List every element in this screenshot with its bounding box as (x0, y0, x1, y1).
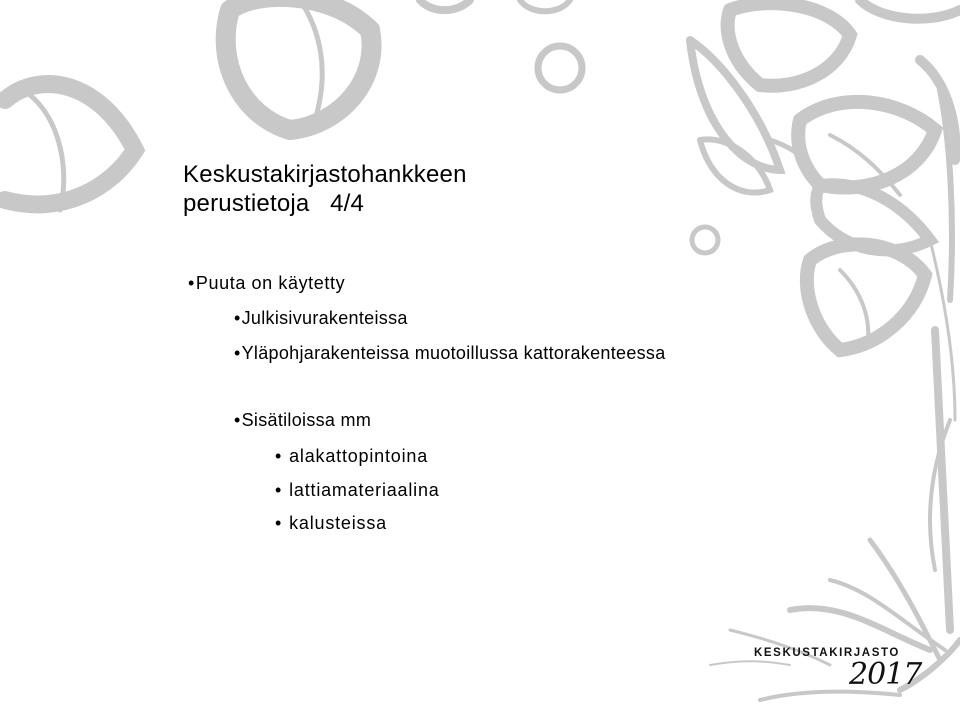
list-item-text: Sisätiloissa mm (241, 410, 372, 430)
slide-title (183, 160, 467, 218)
circle-shape (692, 227, 718, 253)
leaf-shape (840, 270, 868, 340)
bullet-icon: • (188, 273, 195, 293)
bullet-icon: • (234, 308, 241, 328)
leaf-shape (420, 0, 470, 10)
list-item (234, 409, 371, 431)
logo-name: KESKUSTAKIRJASTO (754, 647, 900, 659)
bullet-icon: • (275, 513, 283, 533)
bullet-icon: • (275, 446, 283, 466)
list-item-text: Puuta on käytetty (195, 273, 346, 293)
leaf-shape (798, 102, 935, 188)
circle-shape (538, 46, 582, 90)
leaf-shape (700, 139, 770, 192)
bullet-icon: • (234, 343, 241, 363)
list-item (275, 479, 440, 501)
leaf-shape (807, 244, 925, 350)
title-line-1: Keskustakirjastohankkeen (183, 161, 467, 188)
leaf-shape (226, 0, 372, 130)
grass-shape (790, 608, 930, 650)
leaf-shape (5, 84, 135, 204)
list-item-text: alakattopintoina (289, 446, 429, 466)
list-item (275, 512, 387, 534)
leaf-shape (860, 0, 960, 19)
list-item (234, 307, 408, 329)
list-item-text: Yläpohjarakenteissa muotoillussa kattorakenteessa (241, 343, 666, 363)
title-line-2: perustietoja 4/4 (183, 190, 365, 217)
leaf-shape (300, 0, 322, 120)
list-item (188, 272, 345, 294)
bullet-icon: • (275, 480, 283, 500)
stem-shape (935, 330, 950, 630)
bullet-icon: • (234, 410, 241, 430)
leaf-shape (30, 95, 64, 210)
leaf-shape (520, 0, 570, 11)
list-item-text: lattiamateriaalina (289, 480, 440, 500)
logo-year: 2017 (849, 657, 922, 692)
leaf-shape (728, 3, 850, 86)
list-item-text: Julkisivurakenteissa (241, 308, 408, 328)
list-item (275, 445, 428, 467)
list-item (234, 342, 666, 364)
list-item-text: kalusteissa (289, 513, 387, 533)
keskustakirjasto-logo (754, 647, 922, 695)
